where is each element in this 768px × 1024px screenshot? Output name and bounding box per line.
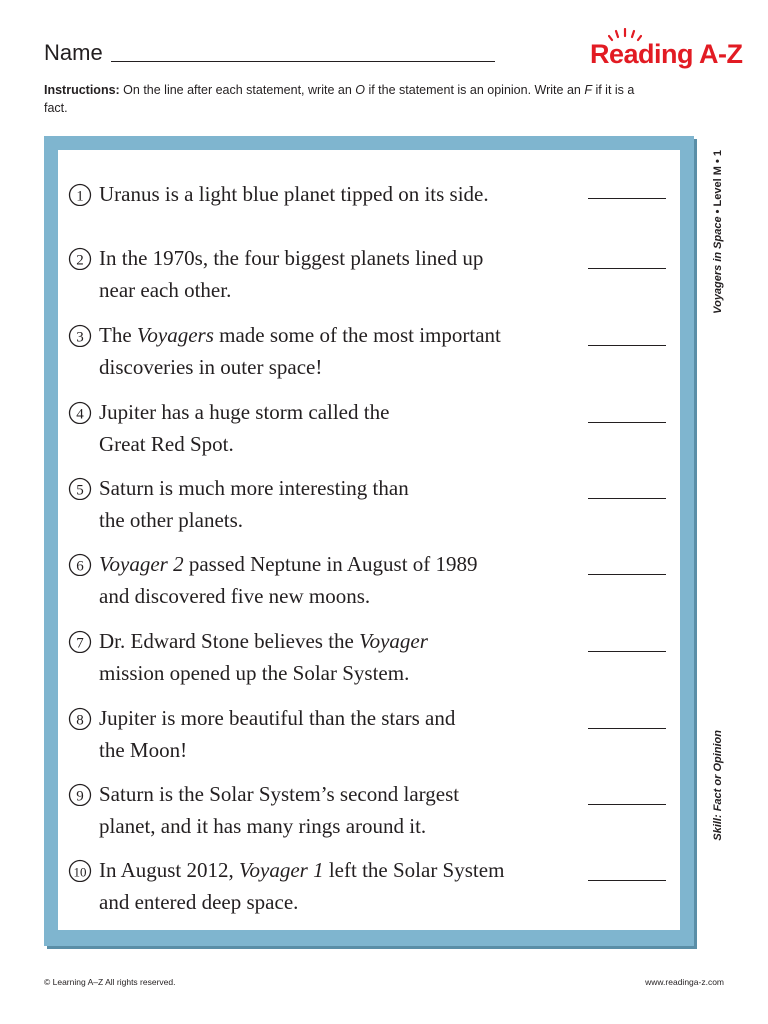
name-write-line[interactable] [111, 61, 495, 62]
number-circle-icon [66, 178, 94, 206]
answer-line[interactable] [588, 498, 666, 499]
statement-line-2: and entered deep space. [99, 890, 299, 914]
number-circle-icon [66, 778, 94, 806]
statement-number: 9 [76, 788, 84, 805]
statement-text [99, 396, 569, 460]
answer-line[interactable] [588, 198, 666, 199]
answer-line[interactable] [588, 880, 666, 881]
statement-number-badge [66, 702, 94, 730]
book-title: Voyagers in Space [712, 216, 724, 314]
statement-text-part: Saturn is the Solar System’s second largest [99, 782, 460, 806]
statement-line-2: planet, and it has many rings around it. [99, 814, 427, 838]
statement-line-1 [99, 396, 569, 428]
brand-name: Reading A-Z [590, 39, 743, 69]
statement-text-part: In the 1970s, the four biggest planets lined up [99, 246, 484, 270]
statement-line-2: mission opened up the Solar System. [99, 661, 410, 685]
statement-text-part: Uranus is a light blue planet tipped on its side. [99, 182, 489, 206]
statement-line-1 [99, 854, 569, 886]
sidebar-skill [712, 730, 732, 860]
statement-number-badge [66, 242, 94, 270]
answer-line[interactable] [588, 804, 666, 805]
opinion-letter: O [355, 83, 365, 97]
statement-number: 1 [76, 188, 84, 205]
answer-line[interactable] [588, 345, 666, 346]
number-circle-icon [66, 625, 94, 653]
statement-number: 6 [76, 558, 84, 575]
statement-number-badge [66, 548, 94, 576]
statement-line-1 [99, 178, 569, 210]
statement-number: 8 [76, 712, 84, 729]
sidebar-book-title [712, 150, 732, 350]
statement-line-2: discoveries in outer space! [99, 355, 323, 379]
statement-text [99, 778, 569, 842]
fact-letter: F [584, 83, 592, 97]
answer-line[interactable] [588, 728, 666, 729]
statement-line-1 [99, 778, 569, 810]
statement-number-badge [66, 396, 94, 424]
statement-title-italic: Voyager [359, 629, 428, 653]
statement-text-part: Saturn is much more interesting than [99, 476, 409, 500]
statement-line-2: the Moon! [99, 738, 188, 762]
statement-line-2: near each other. [99, 278, 232, 302]
statement-line-2: Great Red Spot. [99, 432, 234, 456]
statement-title-italic: Voyager 2 [99, 552, 184, 576]
statement-line-1 [99, 242, 569, 274]
statement-number: 3 [76, 329, 84, 346]
statement-line-1 [99, 702, 569, 734]
statement-number-badge [66, 778, 94, 806]
instructions-part2: if the statement is an opinion. Write an [364, 83, 585, 97]
answer-line[interactable] [588, 651, 666, 652]
statement-number-badge [66, 854, 94, 882]
statement-number: 7 [76, 635, 84, 652]
name-field-row [44, 40, 495, 66]
statement-number-badge [66, 472, 94, 500]
instructions-lead: Instructions: [44, 83, 120, 97]
book-title-vertical [712, 150, 724, 314]
statement-text-part: Dr. Edward Stone believes the [99, 629, 360, 653]
statement-line-1 [99, 472, 569, 504]
statement-number: 4 [76, 406, 84, 423]
number-circle-icon [66, 319, 94, 347]
name-label: Name [44, 40, 103, 65]
instructions-part3: if it is a fact. [44, 83, 635, 115]
number-circle-icon [66, 854, 94, 882]
statement-text [99, 472, 569, 536]
website-link[interactable]: www.readinga-z.com [645, 977, 724, 987]
statement-text-part: made some of the most important [213, 323, 501, 347]
statement-text [99, 854, 569, 918]
skill-value: Fact or Opinion [712, 730, 724, 815]
statement-text [99, 319, 569, 383]
book-level: • Level M • 1 [712, 150, 724, 217]
worksheet-frame [44, 136, 694, 946]
answer-line[interactable] [588, 574, 666, 575]
statement-number-badge [66, 625, 94, 653]
skill-label: Skill: [712, 814, 724, 841]
statement-number: 2 [76, 252, 84, 269]
statement-text-part: Jupiter is more beautiful than the stars and [99, 706, 456, 730]
skill-vertical [712, 730, 724, 841]
instructions [44, 81, 644, 117]
reading-az-logo [590, 28, 743, 74]
answer-line[interactable] [588, 268, 666, 269]
statement-title-italic: Voyager 1 [239, 858, 324, 882]
number-circle-icon [66, 702, 94, 730]
statement-text [99, 548, 569, 612]
statement-text-part: In August 2012, [99, 858, 240, 882]
number-circle-icon [66, 472, 94, 500]
statement-text-part: passed Neptune in August of 1989 [183, 552, 478, 576]
copyright-note: © Learning A–Z All rights reserved. [44, 977, 176, 987]
number-circle-icon [66, 548, 94, 576]
statement-text-part: left the Solar System [323, 858, 505, 882]
statement-line-2: the other planets. [99, 508, 244, 532]
number-circle-icon [66, 242, 94, 270]
statement-number: 10 [73, 864, 87, 880]
statement-text [99, 625, 569, 689]
answer-line[interactable] [588, 422, 666, 423]
statement-text [99, 242, 569, 306]
statement-line-1 [99, 548, 569, 580]
statement-line-1 [99, 319, 569, 351]
statement-text [99, 702, 569, 766]
number-circle-icon [66, 396, 94, 424]
statement-text-part: The [99, 323, 137, 347]
statement-line-2: and discovered five new moons. [99, 584, 371, 608]
statement-title-italic: Voyagers [136, 323, 214, 347]
statement-line-1 [99, 625, 569, 657]
statement-number: 5 [76, 482, 84, 499]
statement-number-badge [66, 178, 94, 206]
statement-text-part: Jupiter has a huge storm called the [99, 400, 390, 424]
statements-panel [58, 150, 680, 930]
instructions-part1: On the line after each statement, write an [119, 83, 356, 97]
statement-text [99, 178, 569, 210]
statement-number-badge [66, 319, 94, 347]
